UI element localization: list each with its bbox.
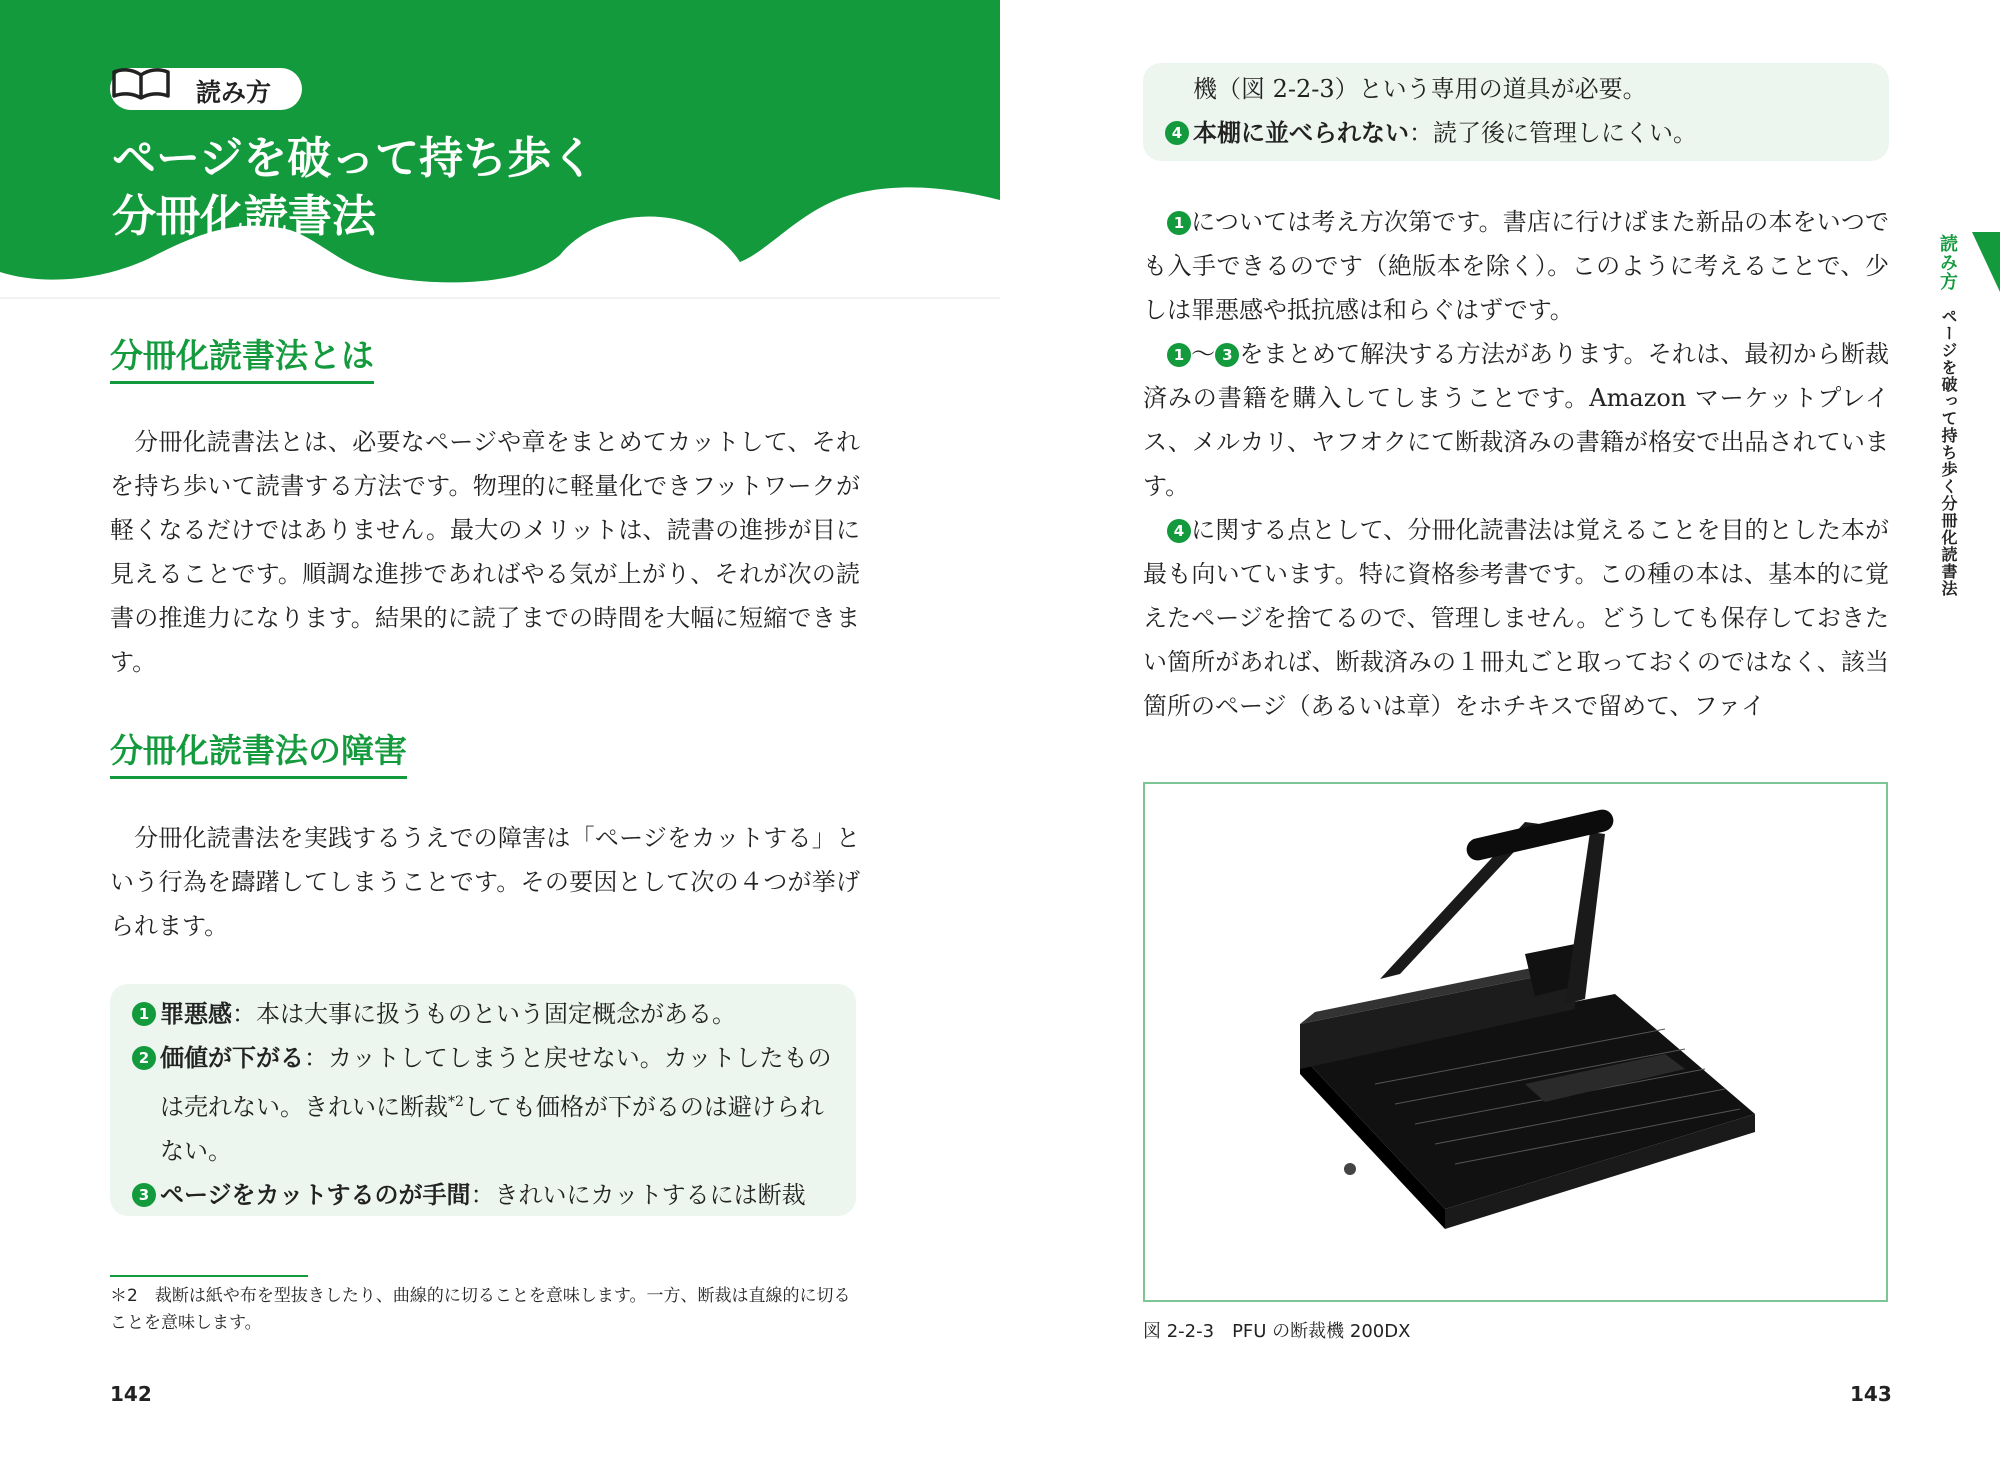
open-book-icon [110, 68, 172, 100]
side-tab-title: ページを破って持ち歩く分冊化読書法 [1939, 308, 1958, 597]
paragraph-text: をまとめて解決する方法があります。それは、最初から断裁済みの書籍を購入してしまうことです。Amazon マーケットプレイス、メルカリ、ヤフオクにて断裁済みの書籍が格安で出品されています。 [1143, 340, 1890, 500]
number-badge-3: 3 [132, 1183, 156, 1207]
section-heading-2: 分冊化読書法の障害 [110, 725, 407, 779]
badge-label: 読み方 [196, 78, 272, 107]
section1-paragraph: 分冊化読書法とは、必要なページや章をまとめてカットして、それを持ち歩いて読書する方法です。物理的に軽量化できフットワークが軽くなるだけではありません。最大のメリットは、読書の進捗が目に見えることです。順調な進捗であればやる気が上がり、それが次の読書の推進力になります。結果的に読了までの時間を大幅に短縮できます。 [110, 428, 860, 676]
chapter-title-line1: ページを破って持ち歩く [112, 133, 596, 184]
page-number-right: 143 [1850, 1382, 1892, 1406]
obstacle-item-2 [132, 1036, 832, 1173]
obstacle-text-cont: しても価格が下がるのは避けられない。 [160, 1093, 824, 1165]
footnote-divider [110, 1275, 308, 1277]
number-badge-2: 2 [132, 1046, 156, 1070]
obstacle-text: ：本は大事に扱うものという固定概念がある。 [232, 1000, 736, 1028]
inline-number-badge: 1 [1167, 343, 1191, 367]
number-badge-1: 1 [132, 1002, 156, 1026]
side-tab-label: 読み方 [1937, 234, 1958, 291]
obstacle-text: ：読了後に管理しにくい。 [1409, 119, 1697, 147]
obstacle-item-3 [132, 1173, 832, 1217]
section-heading-1: 分冊化読書法とは [110, 330, 374, 384]
header-banner [0, 0, 1000, 300]
right-paragraph-3 [1143, 508, 1889, 728]
chapter-title [112, 130, 932, 246]
obstacle-item-4 [1165, 111, 1865, 155]
paper-cutter-illustration [1145, 784, 1886, 1300]
obstacle-head: ページをカットするのが手間 [160, 1181, 471, 1209]
paragraph-text: については考え方次第です。書店に行けばまた新品の本をいつでも入手できるのです（絶版本を除く）。このように考えることで、少しは罪悪感や抵抗感は和らぐはずです。 [1143, 208, 1889, 324]
reading-method-badge [110, 68, 302, 110]
inline-number-badge: 1 [1167, 211, 1191, 235]
footnote-ref: *2 [448, 1094, 464, 1110]
obstacle-text: ：きれいにカットするには断裁 [470, 1181, 806, 1209]
obstacle-head: 本棚に並べられない [1193, 119, 1409, 147]
footnote: ＊2 裁断は紙や布を型抜きしたり、曲線的に切ることを意味します。一方、断裁は直線的に切ることを意味します。 [110, 1286, 851, 1333]
obstacle-text: ：カットしてしまうと戻せない。カットしたものは売れない。きれいに断裁 [160, 1044, 832, 1121]
chapter-title-line2: 分冊化読書法 [112, 191, 376, 242]
inline-number-badge: 4 [1167, 519, 1191, 543]
paragraph-text: に関する点として、分冊化読書法は覚えることを目的とした本が最も向いています。特に資格参考書です。この種の本は、基本的に覚えたページを捨てるので、管理しません。どうしても保存しておきたい箇所があれば、断裁済みの１冊丸ごと取っておくのではなく、該当箇所のページ（あるいは章）をホチキスで留めて、ファイ [1143, 516, 1889, 720]
range-tilde: 〜 [1191, 340, 1216, 368]
right-paragraph-2 [1143, 332, 1889, 508]
obstacles-box [110, 984, 856, 1216]
page-number-left: 142 [110, 1382, 152, 1406]
right-paragraph-1 [1143, 200, 1889, 332]
inline-number-badge: 3 [1215, 343, 1239, 367]
figure-caption: 図 2-2-3 PFU の断裁機 200DX [1143, 1321, 1411, 1342]
number-badge-4: 4 [1165, 121, 1189, 145]
obstacle-item-1 [132, 992, 832, 1036]
continued-line: 機（図 2-2-3）という専用の道具が必要。 [1193, 75, 1647, 103]
figure-frame [1143, 782, 1888, 1302]
obstacle-head: 価値が下がる [160, 1044, 304, 1072]
continued-box [1143, 63, 1889, 161]
obstacle-head: 罪悪感 [160, 1000, 232, 1028]
section2-paragraph: 分冊化読書法を実践するうえでの障害は「ページをカットする」という行為を躊躇してしまうことです。その要因として次の４つが挙げられます。 [110, 824, 860, 940]
